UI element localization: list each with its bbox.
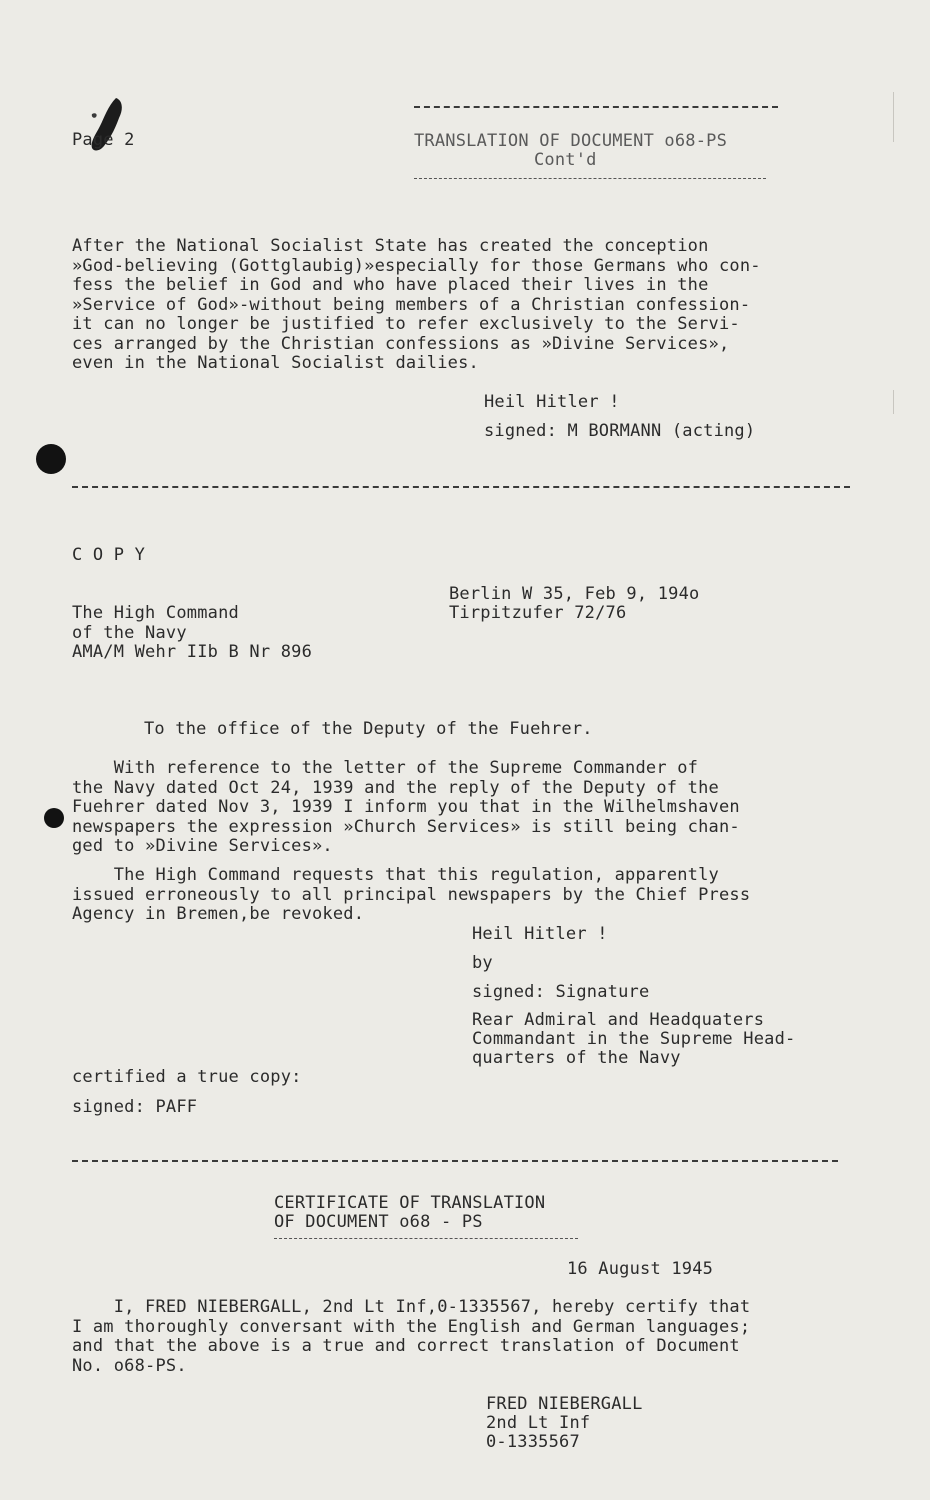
- copy-closing: Heil Hitler !: [472, 924, 608, 944]
- text-line: it can no longer be justified to refer exclusively to the Servi-: [72, 314, 740, 334]
- letter1-signature: signed: M BORMANN (acting): [484, 421, 756, 441]
- section-divider: [72, 1160, 838, 1162]
- certificate-date: 16 August 1945: [567, 1259, 714, 1279]
- sender-line: of the Navy: [72, 623, 187, 643]
- text-line: I am thoroughly conversant with the English and German languages;: [72, 1316, 751, 1337]
- certified-signed: signed: PAFF: [72, 1097, 198, 1117]
- rank-line: quarters of the Navy: [472, 1048, 681, 1068]
- sender-line: The High Command: [72, 603, 239, 623]
- certificate-underline: [274, 1238, 578, 1239]
- text-line: I, FRED NIEBERGALL, 2nd Lt Inf,0-1335567, hereby certify that: [72, 1297, 751, 1317]
- text-line: »God-believing (Gottglaubig)»especially for those Germans who con-: [72, 255, 761, 276]
- translation-title: TRANSLATION OF DOCUMENT o68-PS: [414, 131, 728, 151]
- letter1-closing: Heil Hitler !: [484, 392, 620, 412]
- text-line: and that the above is a true and correct translation of Document: [72, 1336, 740, 1356]
- copy-heading: C O P Y: [72, 545, 146, 565]
- certificate-title: OF DOCUMENT o68 - PS: [274, 1212, 483, 1232]
- text-line: No. o68-PS.: [72, 1355, 187, 1376]
- text-line: the Navy dated Oct 24, 1939 and the reply of the Deputy of the: [72, 777, 719, 798]
- rank-line: Commandant in the Supreme Head-: [472, 1029, 796, 1049]
- location-line: Tirpitzufer 72/76: [449, 603, 627, 623]
- text-line: After the National Socialist State has created the conception: [72, 236, 709, 256]
- text-line: even in the National Socialist dailies.: [72, 353, 479, 373]
- translator-line: FRED NIEBERGALL: [486, 1394, 643, 1414]
- text-line: Agency in Bremen,be revoked.: [72, 904, 365, 924]
- text-line: The High Command requests that this regulation, apparently: [72, 865, 719, 885]
- certified-label: certified a true copy:: [72, 1067, 302, 1087]
- copy-signed: signed: Signature: [472, 982, 650, 1002]
- text-line: With reference to the letter of the Supreme Commander of: [72, 758, 699, 778]
- copy-by: by: [472, 953, 493, 973]
- text-line: issued erroneously to all principal newspapers by the Chief Press: [72, 884, 751, 905]
- text-line: Fuehrer dated Nov 3, 1939 I inform you that in the Wilhelmshaven: [72, 797, 740, 817]
- header-bottom-rule: [414, 178, 766, 179]
- page-edge-mark: [893, 390, 894, 414]
- salutation: To the office of the Deputy of the Fuehrer.: [144, 719, 593, 739]
- punch-hole: [44, 808, 64, 828]
- sender-line: AMA/M Wehr IIb B Nr 896: [72, 642, 313, 662]
- text-line: fess the belief in God and who have placed their lives in the: [72, 275, 709, 295]
- text-line: ged to »Divine Services».: [72, 836, 333, 856]
- certificate-title: CERTIFICATE OF TRANSLATION: [274, 1193, 546, 1213]
- text-line: »Service of God»-without being members of a Christian confession-: [72, 294, 751, 315]
- header-top-rule: [414, 106, 778, 108]
- rank-line: Rear Admiral and Headquaters: [472, 1010, 765, 1030]
- page-label: Page 2: [72, 130, 135, 150]
- contd-label: Cont'd: [534, 150, 597, 170]
- page-edge-mark: [893, 92, 894, 142]
- text-line: newspapers the expression »Church Services» is still being chan-: [72, 816, 740, 837]
- translator-line: 0-1335567: [486, 1432, 580, 1452]
- translator-line: 2nd Lt Inf: [486, 1413, 591, 1433]
- section-divider: [72, 486, 850, 488]
- location-line: Berlin W 35, Feb 9, 194o: [449, 584, 700, 604]
- text-line: ces arranged by the Christian confessions as »Divine Services»,: [72, 333, 730, 354]
- punch-hole: [36, 444, 66, 474]
